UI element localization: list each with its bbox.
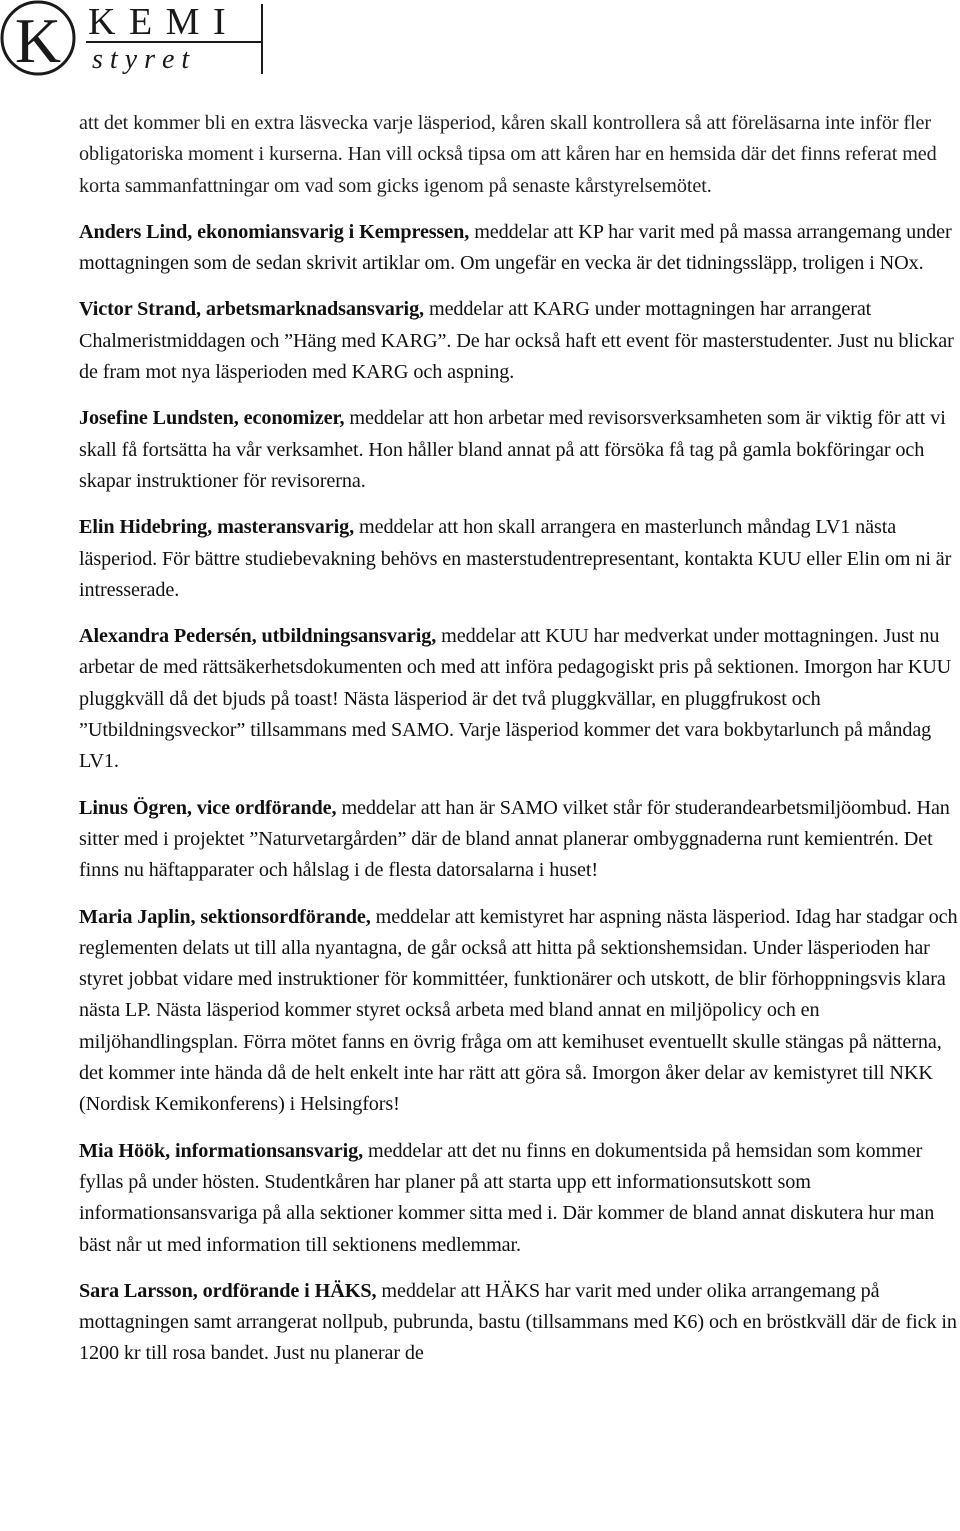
speaker-name: Maria Japlin, sektionsordförande, <box>79 905 371 928</box>
kemistyret-logo <box>0 0 270 78</box>
report-paragraph <box>79 902 960 1121</box>
paragraph-text: meddelar att det nu finns en dokumentsida på hemsidan som kommer fyllas på under hösten. Studentkåren har planer på att starta upp ett informationsutskott som informationsansvariga på alla sektioner kommer sitta med i. Där kommer de bland annat diskutera hur man bäst når ut med information till sektionens medlemmar. <box>79 1139 935 1256</box>
paragraph-text: meddelar att KUU har medverkat under mottagningen. Just nu arbetar de med rättsäkerhetsdokumenten och med att införa pedagogiskt pris på sektionen. Imorgon har KUU pluggkväll då det bjuds på toast! Nästa läsperiod är det två pluggkvällar, en pluggfrukost och ”Utbildningsveckor” tillsammans med SAMO. Varje läsperiod kommer det vara bokbytarlunch på måndag LV1. <box>79 625 952 773</box>
speaker-name: Victor Strand, arbetsmarknadsansvarig, <box>79 298 425 321</box>
report-paragraph <box>79 1276 960 1370</box>
speaker-name: Elin Hidebring, masteransvarig, <box>79 516 355 539</box>
paragraph-text: meddelar att KP har varit med på massa arrangemang under mottagningen som de sedan skrivit artiklar om. Om ungefär en vecka är det tidningssläpp, troligen i NOx. <box>79 220 952 275</box>
report-paragraph <box>79 1136 960 1261</box>
paragraph-text: att det kommer bli en extra läsvecka varje läsperiod, kåren skall kontrollera så att föreläsarna inte inför fler obligatoriska moment i kurserna. Han vill också tipsa om att kåren har en hemsida där det finns referat med korta sammanfattningar om vad som gicks igenom på senaste kårstyrelsemötet. <box>79 112 937 197</box>
paragraph-text: meddelar att KARG under mottagningen har arrangerat Chalmeristmiddagen och ”Häng med KARG”. De har också haft ett event för masterstudenter. Just nu blickar de fram mot nya läsperioden med KARG och aspning. <box>79 298 954 384</box>
paragraph-text: meddelar att HÄKS har varit med under olika arrangemang på mottagningen samt arrangerat nollpub, pubrunda, bastu (tillsammans med K6) och en bröstkväll där de fick in 1200 kr till rosa bandet. Just nu planerar de <box>79 1279 957 1365</box>
speaker-name: Alexandra Pedersén, utbildningsansvarig, <box>79 625 437 648</box>
speaker-name: Sara Larsson, ordförande i HÄKS, <box>79 1279 377 1302</box>
report-paragraph <box>79 512 960 606</box>
speaker-name: Anders Lind, ekonomiansvarig i Kempressen, <box>79 220 470 243</box>
speaker-name: Josefine Lundsten, economizer, <box>79 407 345 430</box>
logo-word-top: K E M I <box>88 1 228 43</box>
report-paragraph <box>79 108 960 202</box>
paragraph-text: meddelar att han är SAMO vilket står för studerandearbetsmiljöombud. Han sitter med i projektet ”Naturvetargården” där de bland annat planerar ombyggnaderna runt kemientrén. Det finns nu häftapparater och hålslag i de flesta datorsalarna i huset! <box>79 796 950 882</box>
document-body <box>79 108 960 1385</box>
paragraph-text: meddelar att hon skall arrangera en masterlunch måndag LV1 nästa läsperiod. För bättre studiebevakning behövs en masterstudentrepresentant, kontakta KUU eller Elin om ni är intresserade. <box>79 516 952 601</box>
report-paragraph <box>79 294 960 388</box>
speaker-name: Linus Ögren, vice ordförande, <box>79 796 337 819</box>
report-paragraph <box>79 621 960 777</box>
speaker-name: Mia Höök, informationsansvarig, <box>79 1139 364 1162</box>
logo-word-bottom: s t y r e t <box>92 44 190 75</box>
report-paragraph <box>79 793 960 887</box>
logo-graphic <box>0 0 270 78</box>
report-paragraph <box>79 403 960 497</box>
report-paragraph <box>79 217 960 280</box>
paragraph-text: meddelar att hon arbetar med revisorsverksamheten som är viktig för att vi skall få fortsätta ha vår verksamhet. Hon håller bland annat på att försöka få tag på gamla bokföringar och skapar instruktioner för revisorerna. <box>79 407 946 492</box>
logo-letter: K <box>14 5 62 76</box>
paragraph-text: meddelar att kemistyret har aspning nästa läsperiod. Idag har stadgar och reglementen delats ut till alla nyantagna, de går också att hitta på sektionshemsidan. Under läsperioden har styret jobbat vidare med instruktioner för kommittéer, funktionärer och utskott, de blir förhoppningsvis klara nästa LP. Nästa läsperiod kommer styret också arbeta med bland annat en miljöpolicy och en miljöhandlingsplan. Förra mötet fanns en övrig fråga om att kemihuset eventuellt skulle stängas på nätterna, det kommer inte hända då de helt enkelt inte har rätt att göra så. Imorgon åker delar av kemistyret till NKK (Nordisk Kemikonferens) i Helsingfors! <box>79 905 958 1116</box>
